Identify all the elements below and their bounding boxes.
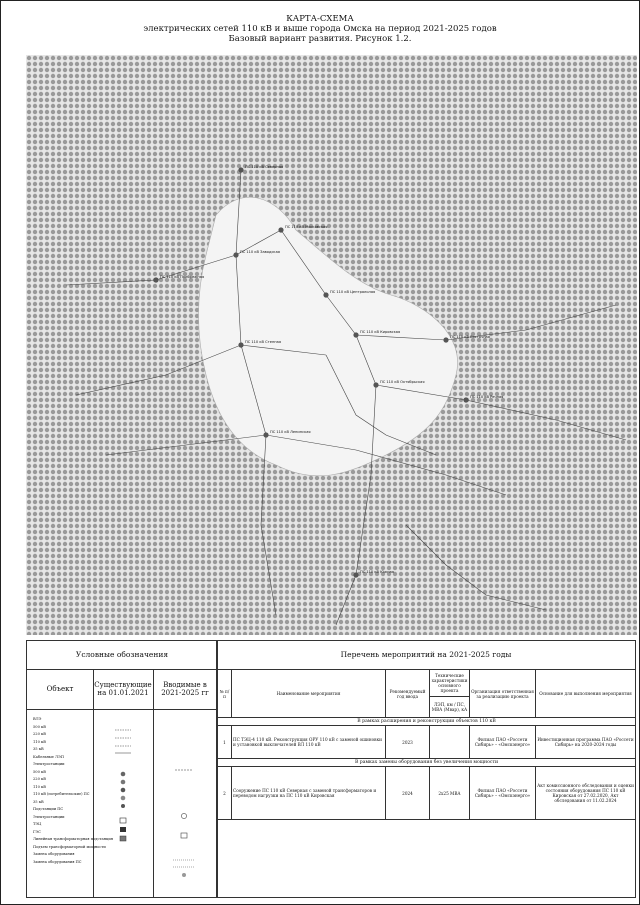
row2-org: Филиал ПАО «Россети Сибирь» – «Омскэнерго» <box>470 767 536 820</box>
substation-label: ПС 110 кВ Восточная <box>450 335 490 339</box>
substation-icon <box>238 167 243 172</box>
substation-icon <box>278 227 283 232</box>
substation-label: ПС 110 кВ Речная <box>470 395 504 399</box>
header-name: Наименование мероприятия <box>232 670 386 718</box>
legend-row: Линейная трансформаторная подстанция <box>33 837 113 841</box>
substation-icon <box>233 252 238 257</box>
row1-num: 1 <box>218 726 232 759</box>
row2-year: 2024 <box>386 767 430 820</box>
legend-row: Электростанции <box>33 814 65 819</box>
row1-year: 2023 <box>386 726 430 759</box>
map-title <box>0 14 640 44</box>
works-header-row <box>218 670 636 697</box>
legend-row: 110 кВ <box>33 739 46 744</box>
legend-row: 110 кВ (потребительские) ПС <box>33 792 90 796</box>
works-title: Перечень мероприятий на 2021-2025 годы <box>217 641 635 670</box>
works-panel <box>216 640 636 898</box>
row1-name: ПС ТЭЦ-4 110 кВ. Реконструкция ОРУ 110 кВ с заменой ошиновки и установкой выключателей ВЛ 110 кВ <box>232 726 386 759</box>
substation-icon <box>353 332 358 337</box>
legend-row: Замена оборудования ПС <box>33 859 82 864</box>
title-line-2: электрических сетей 110 кВ и выше города Омска на период 2021-2025 годов <box>143 24 497 34</box>
table-row[interactable] <box>218 767 636 820</box>
header-org: Организация ответственная за реализацию проекта <box>470 670 536 718</box>
header-params: Технические характеристики основного проекта <box>430 670 470 697</box>
legend-row: Подстанции ПС <box>33 807 64 811</box>
legend-col-new <box>153 669 217 897</box>
legend-col-object-header: Объект <box>27 669 93 710</box>
legend-row: 35 кВ <box>33 799 44 804</box>
row1-basis: Инвестиционная программа ПАО «Россети Сибирь» на 2020-2024 годы <box>536 726 636 759</box>
substation-icon <box>323 292 328 297</box>
legend-row: Электростанции <box>33 762 65 766</box>
substation-icon <box>153 277 158 282</box>
legend-new-symbols <box>153 710 217 890</box>
row1-params <box>430 726 470 759</box>
section-2-title: В рамках замены оборудования без увеличения мощности <box>218 759 636 767</box>
title-line-1: КАРТА-СХЕМА <box>286 14 354 24</box>
legend-panel <box>26 640 218 898</box>
legend-row: 220 кВ <box>33 732 46 736</box>
substation-label: ПС 110 кВ Заводская <box>240 250 280 254</box>
header-year: Рекомендуемый год ввода <box>386 670 430 718</box>
legend-row: 500 кВ <box>33 724 46 729</box>
row2-params: 2х25 МВА <box>430 767 470 820</box>
legend-rows <box>27 710 113 866</box>
power-grid-map[interactable] <box>26 55 637 635</box>
row2-name: Сооружение ПС 110 кВ Северная с заменой трансформаторов и переводом нагрузки на ПС 110 кВ Кировская <box>232 767 386 820</box>
legend-col-object <box>27 669 113 897</box>
title-line-3: Базовый вариант развития. Рисунок 1.2. <box>228 34 412 44</box>
legend-existing-symbols <box>93 710 153 890</box>
substation-label: ПС 110 кВ Южная <box>360 570 394 574</box>
substation-label: ПС 110 кВ Прибрежная <box>160 275 205 279</box>
legend-row: Кабельные ЛЭП <box>33 754 64 759</box>
legend-row: 220 кВ <box>33 777 46 781</box>
legend-row: ГЭС <box>33 829 41 834</box>
substation-icon <box>238 342 243 347</box>
table-row[interactable] <box>218 726 636 759</box>
substation-label: ПС 110 кВ Северная <box>245 165 284 169</box>
header-num: № п/п <box>218 670 232 718</box>
substation-icon <box>373 382 378 387</box>
works-table <box>217 669 636 820</box>
legend-title: Условные обозначения <box>27 641 217 670</box>
legend-row: 500 кВ <box>33 769 46 774</box>
section-1-title: В рамках расширения и реконструкции объектов 110 кВ <box>218 718 636 726</box>
substation-label: ПС 110 кВ Кировская <box>360 330 401 334</box>
substation-icon <box>263 432 268 437</box>
legend-col-existing <box>93 669 154 897</box>
substation-label: ПС 110 кВ Степная <box>245 340 282 344</box>
substation-icon <box>353 572 358 577</box>
row2-basis: Акт комиссионного обследования и оценки состояния оборудования ПС 110 кВ Кировская от 27.02.2020, Акт обследования от 11.02.2024 <box>536 767 636 820</box>
row2-num: 2 <box>218 767 232 820</box>
substation-label: ПС 110 кВ Московская <box>285 225 328 229</box>
substation-icon <box>443 337 448 342</box>
legend-row: ТЭЦ <box>33 822 42 826</box>
legend-row: ВЛЭ <box>33 717 42 721</box>
header-basis: Основание для выполнения мероприятия <box>536 670 636 718</box>
legend-row: 35 кВ <box>33 747 44 751</box>
legend-table <box>27 669 217 897</box>
row1-org: Филиал ПАО «Россети Сибирь» – «Омскэнерго» <box>470 726 536 759</box>
legend-row: 110 кВ <box>33 784 46 789</box>
header-params-sub: ЛЭП, км / ПС, МВА (Мвар), кА <box>430 697 470 718</box>
substation-icon <box>463 397 468 402</box>
legend-row: Замена оборудования <box>33 852 75 856</box>
legend-col-existing-header: Существующие на 01.01.2021 <box>93 669 153 710</box>
legend-row: Подъем трансформаторной мощности <box>33 844 106 849</box>
substation-label: ПС 110 кВ Центральная <box>330 290 376 294</box>
substation-label: ПС 110 кВ Октябрьская <box>380 380 425 384</box>
substation-label: ПС 110 кВ Ленинская <box>270 430 311 434</box>
legend-col-new-header: Вводимые в 2021-2025 гг <box>153 669 217 710</box>
